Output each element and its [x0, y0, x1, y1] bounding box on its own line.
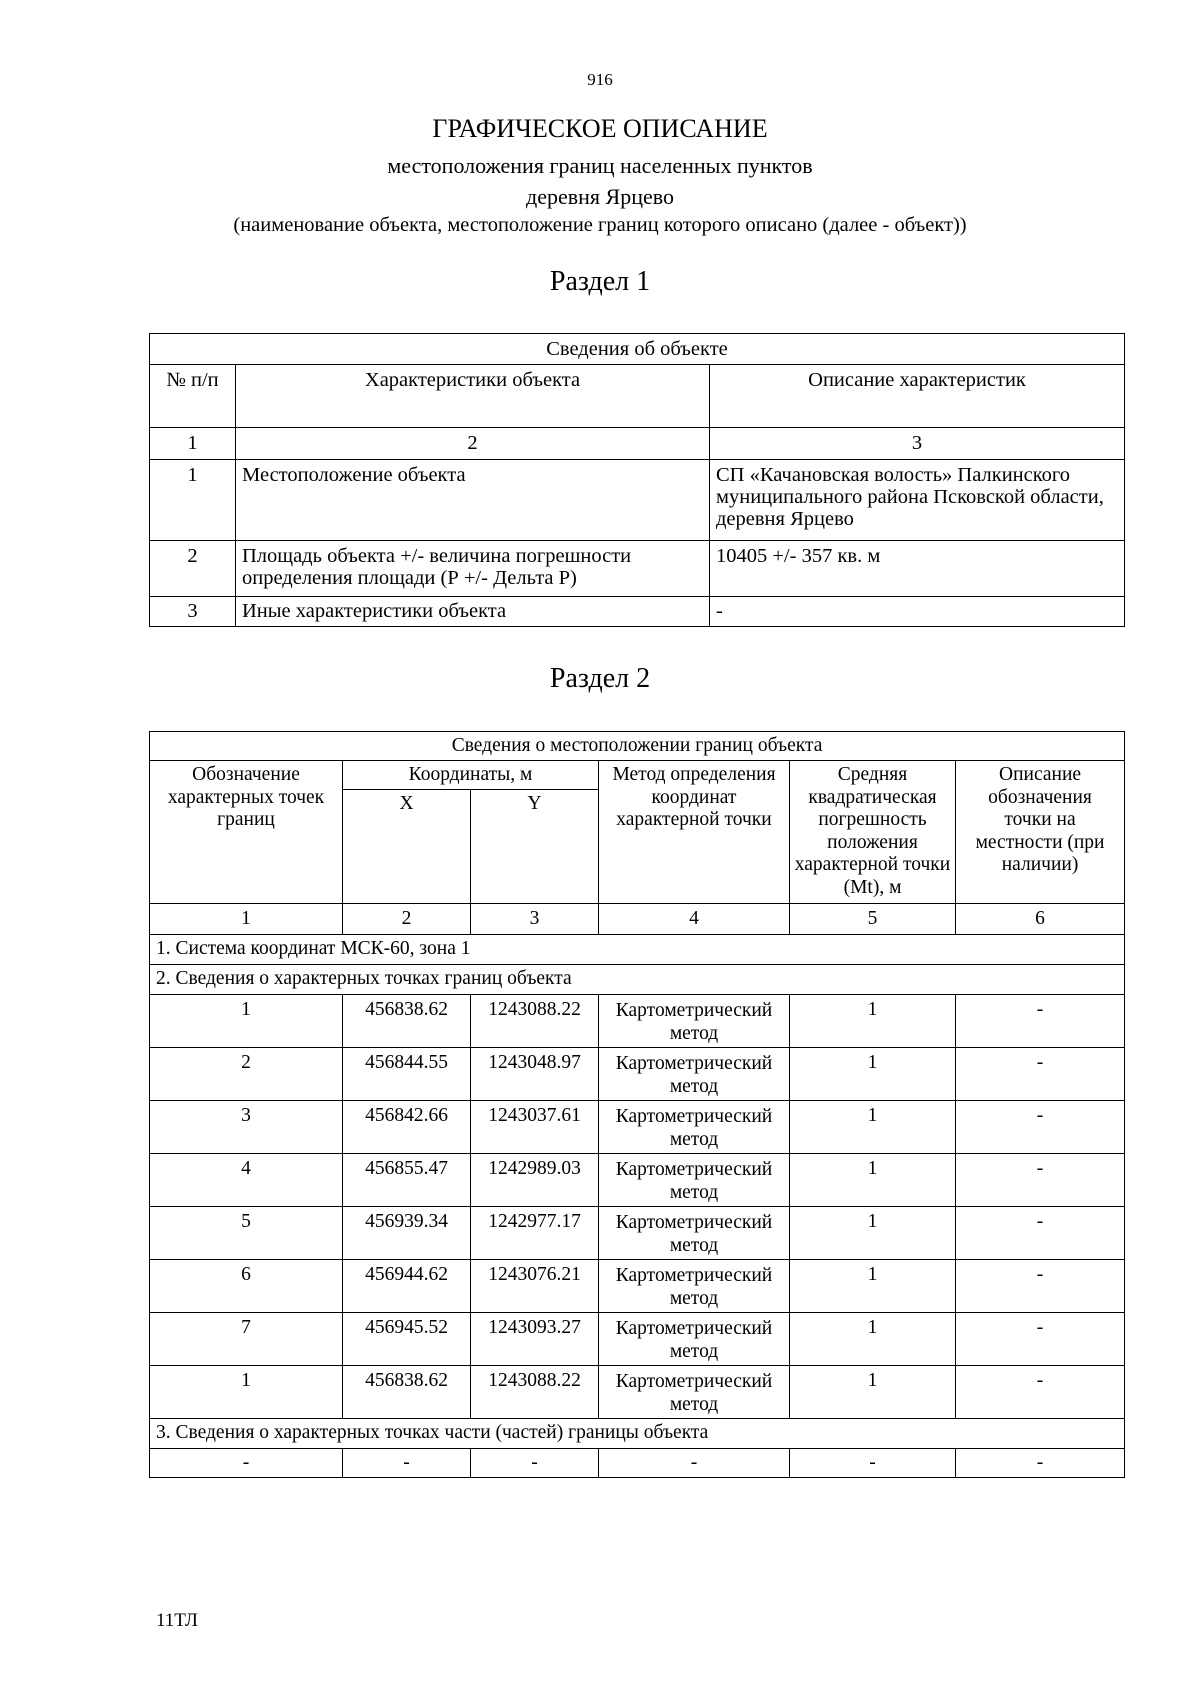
point-id: 6: [150, 1260, 343, 1313]
row-characteristic: Площадь объекта +/- величина погрешности определения площади (Р +/- Дельта Р): [236, 541, 710, 597]
object-name-note: (наименование объекта, местоположение границ которого описано (далее - объект)): [233, 214, 967, 236]
coord-system-row: 1. Система координат МСК-60, зона 1: [150, 935, 1125, 965]
point-id: 2: [150, 1048, 343, 1101]
section1-title: Раздел 1: [549, 266, 651, 297]
row-number: 1: [150, 460, 236, 541]
table-row: [150, 597, 1125, 627]
point-y: 1243088.22: [471, 995, 599, 1048]
point-row: [150, 1260, 1125, 1313]
table-row: [150, 541, 1125, 597]
col-number: 3: [710, 428, 1125, 460]
col-number: 3: [471, 904, 599, 935]
point-desc: -: [956, 1101, 1125, 1154]
document-title: ГРАФИЧЕСКОЕ ОПИСАНИЕ: [432, 114, 768, 143]
header-method: Метод определения координат характерной точки: [599, 761, 790, 904]
col-number: 1: [150, 904, 343, 935]
point-mt: 1: [790, 1154, 956, 1207]
point-method: Картометрический метод: [599, 1154, 790, 1207]
point-mt: 1: [790, 1207, 956, 1260]
header-designation: Обозначение характерных точек границ: [150, 761, 343, 904]
point-mt: 1: [790, 995, 956, 1048]
parts-cell: -: [956, 1449, 1125, 1478]
point-row: [150, 1207, 1125, 1260]
point-desc: -: [956, 1154, 1125, 1207]
point-mt: 1: [790, 1313, 956, 1366]
point-desc: -: [956, 1313, 1125, 1366]
parts-heading-row: 3. Сведения о характерных точках части (частей) границы объекта: [150, 1419, 1125, 1449]
footer-code: 11ТЛ: [156, 1610, 198, 1631]
point-method: Картометрический метод: [599, 1260, 790, 1313]
object-info-table: [149, 333, 1125, 627]
point-x: 456944.62: [343, 1260, 471, 1313]
point-id: 4: [150, 1154, 343, 1207]
table2-caption: Сведения о местоположении границ объекта: [150, 732, 1125, 761]
point-row: [150, 1154, 1125, 1207]
point-x: 456855.47: [343, 1154, 471, 1207]
object-name: деревня Ярцево: [526, 184, 674, 209]
point-desc: -: [956, 995, 1125, 1048]
parts-row: [150, 1449, 1125, 1478]
header-number: № п/п: [150, 365, 236, 428]
col-number: 1: [150, 428, 236, 460]
row-characteristic: Иные характеристики объекта: [236, 597, 710, 627]
header-x: X: [343, 790, 471, 904]
parts-cell: -: [471, 1449, 599, 1478]
header-coordinates: Координаты, м: [343, 761, 599, 790]
point-x: 456838.62: [343, 1366, 471, 1419]
parts-cell: -: [343, 1449, 471, 1478]
point-desc: -: [956, 1048, 1125, 1101]
header-error: Средняя квадратическая погрешность положения характерной точки (Mt), м: [790, 761, 956, 904]
col-number: 4: [599, 904, 790, 935]
table1-caption: Сведения об объекте: [150, 334, 1125, 365]
table-row: [150, 460, 1125, 541]
col-number: 6: [956, 904, 1125, 935]
points-heading-row: 2. Сведения о характерных точках границ объекта: [150, 965, 1125, 995]
parts-cell: -: [599, 1449, 790, 1478]
point-y: 1243088.22: [471, 1366, 599, 1419]
point-id: 3: [150, 1101, 343, 1154]
point-id: 5: [150, 1207, 343, 1260]
point-mt: 1: [790, 1260, 956, 1313]
point-desc: -: [956, 1260, 1125, 1313]
header-description: Описание характеристик: [710, 365, 1125, 428]
point-x: 456844.55: [343, 1048, 471, 1101]
point-row: [150, 995, 1125, 1048]
point-method: Картометрический метод: [599, 995, 790, 1048]
header-point-description: Описание обозначения точки на местности (при наличии): [956, 761, 1125, 904]
page-number: 916: [587, 70, 613, 89]
point-row: [150, 1101, 1125, 1154]
point-method: Картометрический метод: [599, 1313, 790, 1366]
point-row: [150, 1313, 1125, 1366]
point-x: 456842.66: [343, 1101, 471, 1154]
parts-cell: -: [790, 1449, 956, 1478]
point-x: 456945.52: [343, 1313, 471, 1366]
point-row: [150, 1048, 1125, 1101]
point-mt: 1: [790, 1366, 956, 1419]
row-description: -: [710, 597, 1125, 627]
row-characteristic: Местоположение объекта: [236, 460, 710, 541]
point-method: Картометрический метод: [599, 1366, 790, 1419]
document-subtitle: местоположения границ населенных пунктов: [387, 153, 813, 178]
point-mt: 1: [790, 1101, 956, 1154]
row-description: 10405 +/- 357 кв. м: [710, 541, 1125, 597]
point-y: 1243037.61: [471, 1101, 599, 1154]
point-y: 1242977.17: [471, 1207, 599, 1260]
point-row: [150, 1366, 1125, 1419]
point-method: Картометрический метод: [599, 1101, 790, 1154]
point-y: 1243093.27: [471, 1313, 599, 1366]
point-id: 1: [150, 1366, 343, 1419]
parts-cell: -: [150, 1449, 343, 1478]
point-y: 1243048.97: [471, 1048, 599, 1101]
point-id: 1: [150, 995, 343, 1048]
point-desc: -: [956, 1207, 1125, 1260]
point-mt: 1: [790, 1048, 956, 1101]
col-number: 5: [790, 904, 956, 935]
point-id: 7: [150, 1313, 343, 1366]
point-x: 456939.34: [343, 1207, 471, 1260]
point-method: Картометрический метод: [599, 1207, 790, 1260]
row-number: 2: [150, 541, 236, 597]
col-number: 2: [343, 904, 471, 935]
row-description: СП «Качановская волость» Палкинского муниципального района Псковской области, деревня Ярцево: [710, 460, 1125, 541]
point-method: Картометрический метод: [599, 1048, 790, 1101]
boundary-points-table: [149, 731, 1125, 1478]
header-y: Y: [471, 790, 599, 904]
point-desc: -: [956, 1366, 1125, 1419]
point-y: 1243076.21: [471, 1260, 599, 1313]
row-number: 3: [150, 597, 236, 627]
point-y: 1242989.03: [471, 1154, 599, 1207]
header-characteristic: Характеристики объекта: [236, 365, 710, 428]
section2-title: Раздел 2: [549, 663, 651, 694]
point-x: 456838.62: [343, 995, 471, 1048]
col-number: 2: [236, 428, 710, 460]
